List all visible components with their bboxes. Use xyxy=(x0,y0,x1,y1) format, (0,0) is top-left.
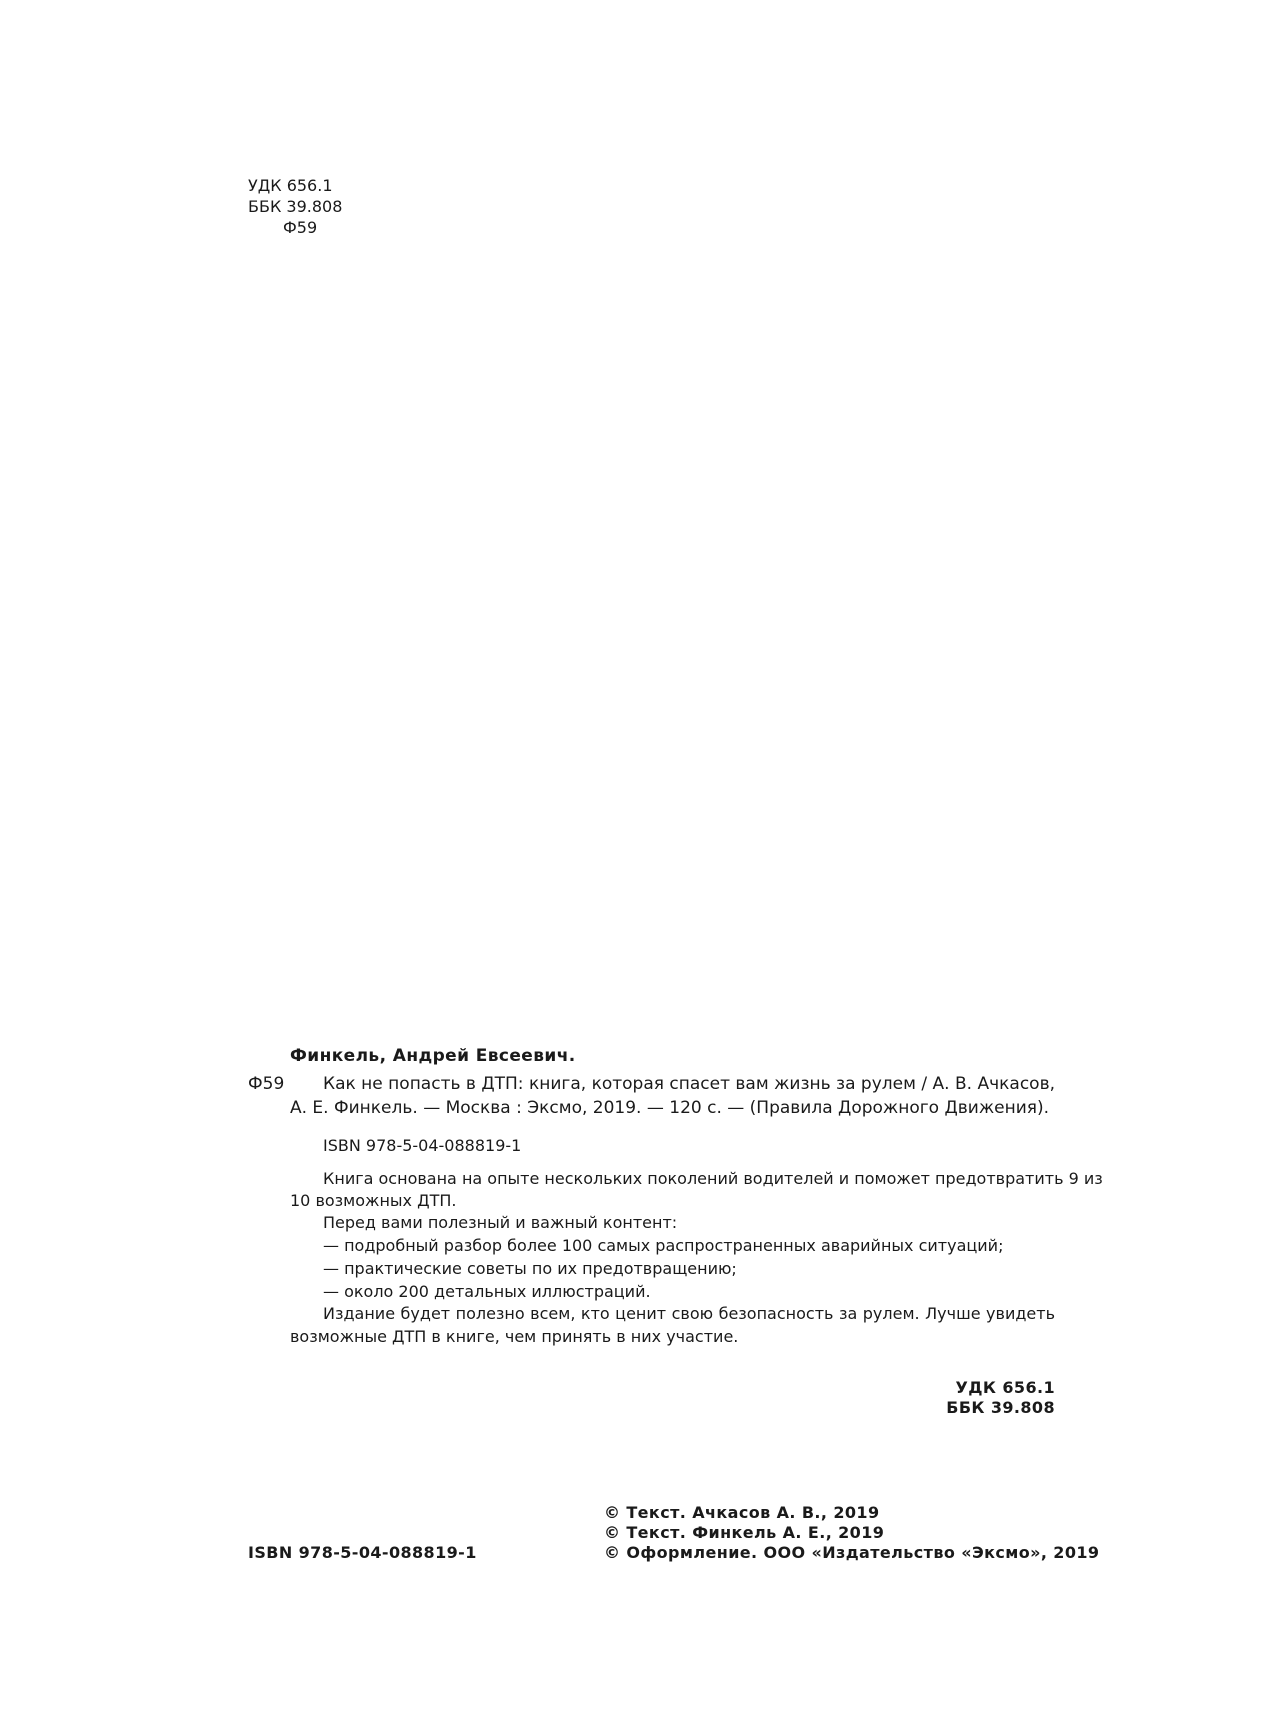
annotation-list-item-1: — подробный разбор более 100 самых распространенных аварийных ситуаций; xyxy=(323,1236,1004,1255)
annotation-paragraph-1-line-2: 10 возможных ДТП. xyxy=(290,1191,457,1210)
copyright-text-finkel: © Текст. Финкель А. Е., 2019 xyxy=(604,1523,885,1542)
annotation-list-item-2: — практические советы по их предотвращению; xyxy=(323,1259,737,1278)
copyright-design-eksmo: © Оформление. ООО «Издательство «Эксмо», 2019 xyxy=(604,1543,1100,1562)
footer-isbn: ISBN 978-5-04-088819-1 xyxy=(248,1543,477,1562)
record-author-mark: Ф59 xyxy=(248,1074,285,1094)
top-bbk-code: ББК 39.808 xyxy=(248,197,343,216)
record-author: Финкель, Андрей Евсеевич. xyxy=(290,1046,576,1066)
record-title-line-2: А. Е. Финкель. — Москва : Эксмо, 2019. — 120 с. — (Правила Дорожного Движения). xyxy=(290,1098,1050,1118)
top-author-mark: Ф59 xyxy=(283,218,318,237)
record-title-line-1: Как не попасть в ДТП: книга, которая спасет вам жизнь за рулем / А. В. Ачкасов, xyxy=(323,1074,1055,1094)
copyright-text-achkasov: © Текст. Ачкасов А. В., 2019 xyxy=(604,1503,880,1522)
record-isbn: ISBN 978-5-04-088819-1 xyxy=(323,1136,522,1155)
annotation-paragraph-3-line-1: Издание будет полезно всем, кто ценит свою безопасность за рулем. Лучше увидеть xyxy=(323,1304,1055,1323)
annotation-list-item-3: — около 200 детальных иллюстраций. xyxy=(323,1282,651,1301)
bottom-bbk-code: ББК 39.808 xyxy=(946,1398,1055,1417)
annotation-paragraph-1-line-1: Книга основана на опыте нескольких поколений водителей и поможет предотвратить 9 из xyxy=(323,1169,1103,1188)
bottom-udk-code: УДК 656.1 xyxy=(955,1378,1055,1397)
annotation-paragraph-3-line-2: возможные ДТП в книге, чем принять в них участие. xyxy=(290,1327,739,1346)
top-udk-code: УДК 656.1 xyxy=(248,176,333,195)
annotation-paragraph-2: Перед вами полезный и важный контент: xyxy=(323,1213,678,1232)
